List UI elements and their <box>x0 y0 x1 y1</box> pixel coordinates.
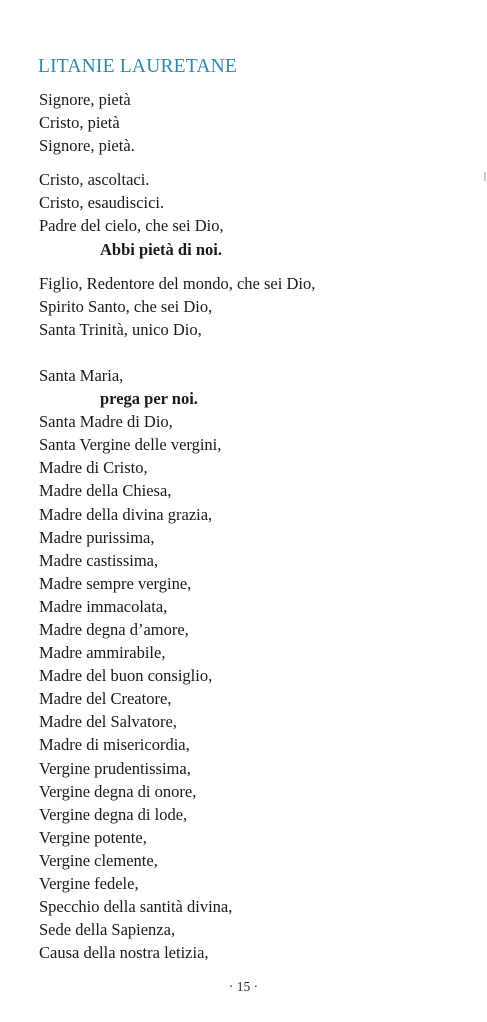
litany-line: Santa Madre di Dio, <box>39 412 173 432</box>
page-title: LITANIE LAURETANE <box>38 56 238 77</box>
litany-line: Santa Maria, <box>39 365 124 385</box>
litany-line: Madre della divina grazia, <box>39 504 213 524</box>
margin-mark <box>484 172 486 181</box>
litany-line: Madre castissima, <box>39 550 159 570</box>
page-number: · 15 · <box>228 979 259 994</box>
litany-line: Sede della Sapienza, <box>39 920 176 940</box>
litany-response: prega per noi. <box>100 389 198 409</box>
litany-response: Abbi pietà di noi. <box>100 239 222 259</box>
litany-line: Vergine clemente, <box>39 850 158 870</box>
litany-line: Madre ammirabile, <box>39 643 166 663</box>
litany-line: Madre del Salvatore, <box>39 712 177 732</box>
litany-line: Vergine fedele, <box>39 874 139 893</box>
litany-line: Madre purissima, <box>39 527 155 547</box>
litany-line: Vergine degna di onore, <box>39 781 197 801</box>
litany-line: Madre della Chiesa, <box>39 481 172 501</box>
litany-line: Cristo, pietà <box>39 113 120 133</box>
litany-line: Madre immacolata, <box>39 596 168 616</box>
litany-line: Madre degna d’amore, <box>39 619 189 639</box>
litany-line: Spirito Santo, che sei Dio, <box>39 296 213 316</box>
litany-line: Cristo, ascoltaci. <box>39 170 150 190</box>
litany-line: Madre del Creatore, <box>39 689 172 709</box>
litany-line: Madre sempre vergine, <box>39 573 192 593</box>
litany-line: Madre del buon consiglio, <box>39 666 213 686</box>
litany-line: Causa della nostra letizia, <box>39 943 209 963</box>
litany-line: Specchio della santità divina, <box>39 897 233 917</box>
litany-line: Santa Trinità, unico Dio, <box>39 319 202 339</box>
litany-line: Vergine degna di lode, <box>39 804 188 824</box>
litany-line: Santa Vergine delle vergini, <box>39 435 222 455</box>
marian-invocations <box>39 410 315 964</box>
litany-line: Figlio, Redentore del mondo, che sei Dio, <box>39 273 316 293</box>
litany-line: Cristo, esaudiscici. <box>39 193 165 213</box>
litany-line: Madre di Cristo, <box>39 458 148 478</box>
litany-line: Vergine potente, <box>39 827 147 847</box>
litany-line: Padre del cielo, che sei Dio, <box>39 216 224 236</box>
litany-line: Signore, pietà. <box>39 136 135 156</box>
litany-text <box>39 88 315 964</box>
litany-line: Signore, pietà <box>39 90 131 109</box>
litany-line: Madre di misericordia, <box>39 735 190 755</box>
litany-line: Vergine prudentissima, <box>39 758 191 778</box>
